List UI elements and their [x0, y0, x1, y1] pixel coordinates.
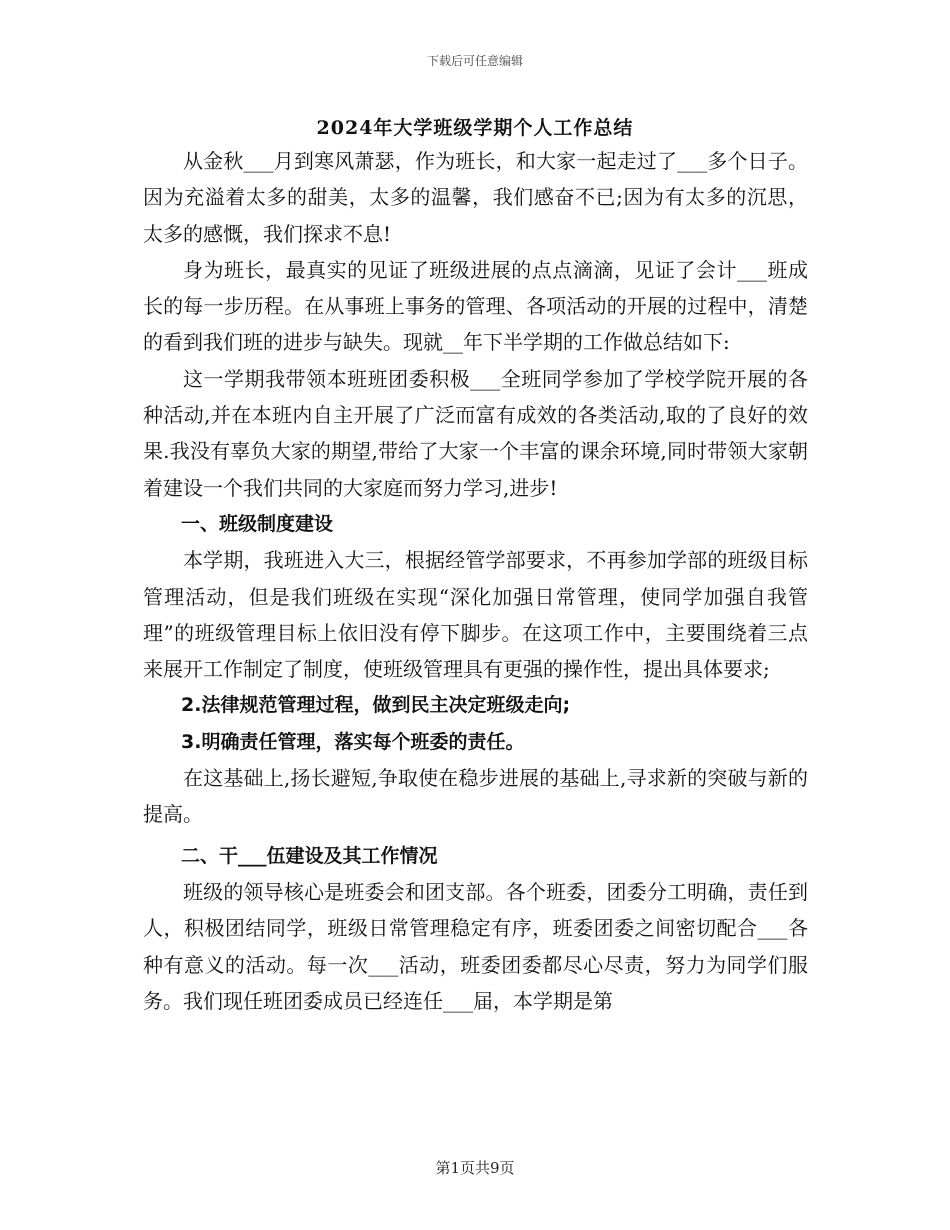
document-body: [143, 143, 808, 1019]
document-title: 2024年大学班级学期个人工作总结: [316, 117, 634, 139]
section-heading-2: 二、干___伍建设及其工作情况: [181, 844, 438, 867]
paragraph-progress: 在这基础上,扬长避短,争取使在稳步进展的基础上,寻求新的突破与新的提高。: [143, 766, 808, 827]
paragraph-system: 本学期，我班进入大三，根据经管学部要求，不再参加学部的班级目标管理活动，但是我们班级在实现“深化加强日常管理，使同学加强自我管理”的班级管理目标上依旧没有停下脚步。在这项工作中，主要围绕着三点来展开工作制定了制度，使班级管理具有更强的操作性，提出具体要求;: [143, 548, 808, 682]
paragraph-role: 身为班长，最真实的见证了班级进展的点点滴滴，见证了会计___班成长的每一步历程。在从事班上事务的管理、各项活动的开展的过程中，清楚的看到我们班的进步与缺失。现就__年下半学期的工作做总结如下:: [143, 257, 808, 355]
paragraph-intro: 从金秋___月到寒风萧瑟，作为班长，和大家一起走过了___多个日子。因为充溢着太多的甜美，太多的温馨，我们感奋不已;因为有太多的沉思，太多的感慨，我们探求不息!: [143, 149, 808, 246]
page-number: 第1页共9页: [435, 1159, 515, 1177]
section-heading-1: 一、班级制度建设: [181, 512, 334, 535]
paragraph-committee: 班级的领导核心是班委会和团支部。各个班委，团委分工明确，责任到人，积极团结同学，班级日常管理稳定有序，班委团委之间密切配合___各种有意义的活动。每一次___活动，班委团委都尽心尽责，努力为同学们服务。我们现任班团委成员已经连任___届，本学期是第: [143, 879, 808, 1013]
download-note: 下载后可任意编辑: [426, 54, 523, 68]
point-2: 2.法律规范管理过程，做到民主决定班级走向;: [181, 694, 571, 717]
paragraph-activities: 这一学期我带领本班班团委积极___全班同学参加了学校学院开展的各种活动,并在本班内自主开展了广泛而富有成效的各类活动,取的了良好的效果.我没有辜负大家的期望,带给了大家一个丰富的课余环境,同时带领大家朝着建设一个我们共同的大家庭而努力学习,进步!: [143, 366, 808, 500]
point-3: 3.明确责任管理，落实每个班委的责任。: [181, 730, 525, 753]
